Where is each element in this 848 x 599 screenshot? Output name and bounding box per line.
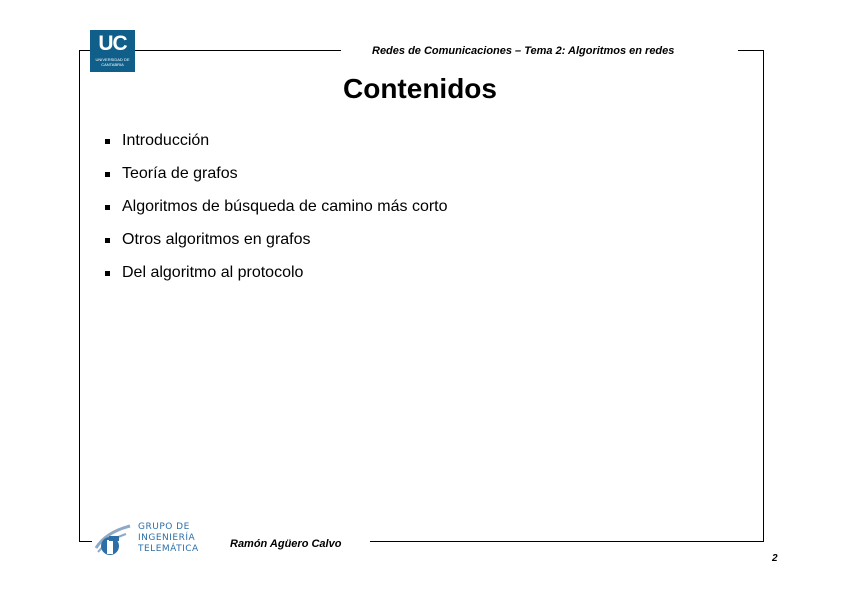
git-emblem-icon: [92, 522, 134, 560]
bullet-text: Otros algoritmos en grafos: [122, 231, 311, 248]
group-name-line: INGENIERÍA: [138, 533, 196, 543]
bullet-text: Algoritmos de búsqueda de camino más corto: [122, 198, 448, 215]
list-item: [105, 262, 448, 295]
bullet-square-icon: [105, 271, 110, 276]
frame-right: [763, 50, 764, 542]
frame-left-top-tick: [79, 50, 90, 51]
logo-subtext: UNIVERSIDAD DE CANTABRIA: [95, 57, 130, 67]
logo-text: UC: [98, 32, 127, 55]
bullet-text: Introducción: [122, 132, 210, 149]
list-item: [105, 229, 448, 262]
bullet-square-icon: [105, 172, 110, 177]
frame-top-left: [135, 50, 341, 51]
slide-title: Contenidos: [343, 73, 497, 104]
page-number: 2: [772, 553, 778, 564]
list-item: [105, 130, 448, 163]
bullet-square-icon: [105, 238, 110, 243]
list-item: [105, 163, 448, 196]
bullet-text: Del algoritmo al protocolo: [122, 264, 304, 281]
course-title: Redes de Comunicaciones – Tema 2: Algoritmos en redes: [372, 45, 675, 57]
author-name: Ramón Agüero Calvo: [230, 538, 342, 550]
frame-top-right: [738, 50, 764, 51]
frame-bottom-right: [370, 541, 764, 542]
group-name-line: TELEMÁTICA: [138, 544, 199, 554]
bullet-list: [105, 130, 448, 295]
bullet-text: Teoría de grafos: [122, 165, 238, 182]
group-name: [138, 522, 199, 555]
bullet-square-icon: [105, 139, 110, 144]
group-logo: [92, 522, 207, 562]
frame-left: [79, 50, 80, 542]
list-item: [105, 196, 448, 229]
frame-bottom-left: [79, 541, 92, 542]
university-logo: [90, 30, 135, 72]
group-name-line: GRUPO DE: [138, 522, 190, 532]
bullet-square-icon: [105, 205, 110, 210]
